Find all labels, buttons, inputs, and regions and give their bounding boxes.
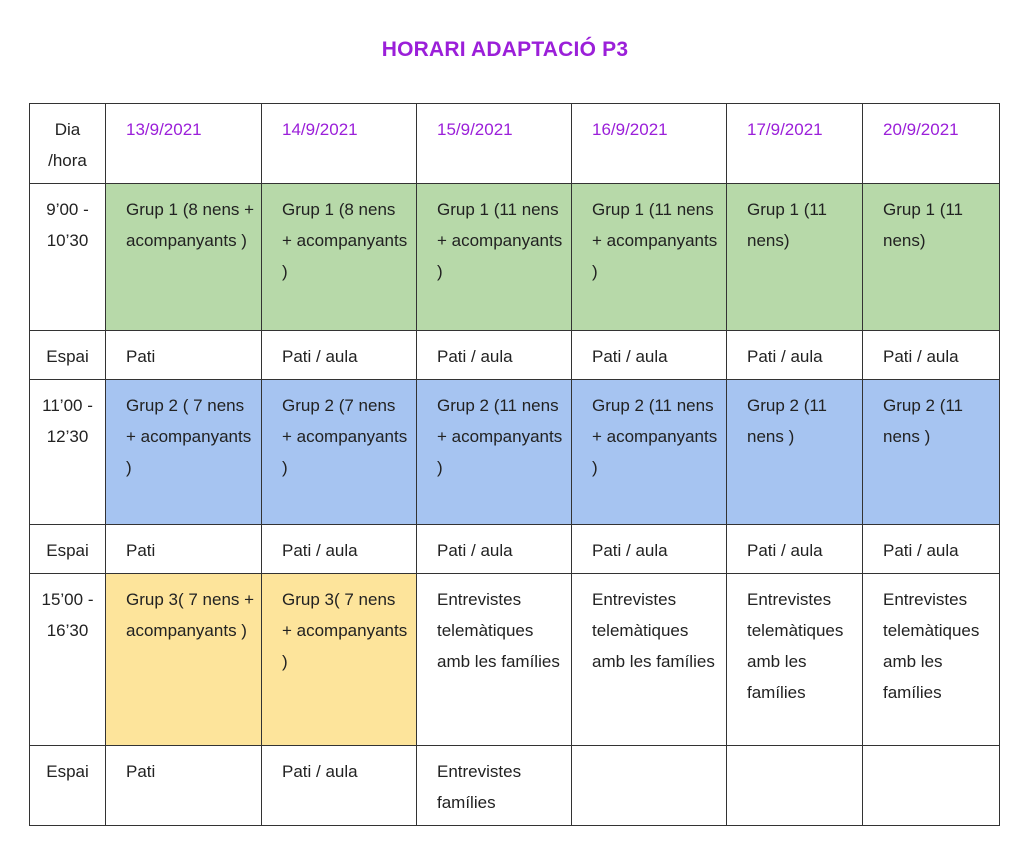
cell-text: Pati / aula: [747, 541, 823, 560]
space-label: Espai: [46, 762, 89, 781]
cell-text: Grup 3( 7 nens + acompanyants ): [126, 590, 255, 640]
cell-text: Grup 2 (11 nens + acompanyants ): [437, 396, 563, 477]
cell-text: Entrevistes telemàtiques amb les famílies: [747, 590, 844, 702]
schedule-table: [29, 103, 1000, 826]
space-row: [30, 746, 1000, 826]
interview-cell: [572, 574, 727, 746]
cell-text: Pati / aula: [282, 541, 358, 560]
header-day-hour-cell: [30, 104, 106, 184]
cell-text: Entrevistes telemàtiques amb les famílies: [883, 590, 980, 702]
date-label: 13/9/2021: [126, 120, 202, 139]
date-header-cell: [863, 104, 1000, 184]
group2-cell: [106, 380, 262, 525]
time-slot-label: 11’00 - 12’30: [42, 396, 93, 446]
group2-row: [30, 380, 1000, 525]
cell-text: Pati: [126, 541, 156, 560]
space-cell: [572, 331, 727, 380]
group1-cell: [262, 184, 417, 331]
cell-text: Grup 3( 7 nens + acompanyants ): [282, 590, 408, 671]
cell-text: Grup 2 (11 nens ): [747, 396, 828, 446]
space-cell: [727, 331, 863, 380]
group1-cell: [106, 184, 262, 331]
cell-text: Pati / aula: [437, 347, 513, 366]
date-header-cell: [417, 104, 572, 184]
page-title: HORARI ADAPTACIÓ P3: [381, 38, 629, 61]
space-cell: [262, 525, 417, 574]
space-cell: [106, 525, 262, 574]
space-label: Espai: [46, 347, 89, 366]
space-cell: [417, 525, 572, 574]
space-cell: [106, 746, 262, 826]
date-header-cell: [572, 104, 727, 184]
group3-row: [30, 574, 1000, 746]
header-row: [30, 104, 1000, 184]
space-cell: [262, 746, 417, 826]
cell-text: Pati: [126, 762, 156, 781]
cell-text: Pati / aula: [282, 762, 358, 781]
date-label: 17/9/2021: [747, 120, 823, 139]
space-label: Espai: [46, 541, 89, 560]
space-cell: [727, 746, 863, 826]
time-slot-label: 15’00 - 16’30: [41, 590, 94, 640]
interview-cell: [863, 574, 1000, 746]
cell-text: Grup 1 (11 nens): [747, 200, 828, 250]
group2-cell: [727, 380, 863, 525]
cell-text: Grup 1 (11 nens + acompanyants ): [592, 200, 718, 281]
space-label-cell: [30, 331, 106, 380]
space-cell: [727, 525, 863, 574]
time-slot-cell: [30, 380, 106, 525]
header-label: Dia /hora: [48, 120, 87, 170]
space-label-cell: [30, 525, 106, 574]
cell-text: Entrevistes famílies: [437, 762, 522, 812]
group2-cell: [262, 380, 417, 525]
cell-text: Grup 2 (7 nens + acompanyants ): [282, 396, 408, 477]
cell-text: Entrevistes telemàtiques amb les famílies: [592, 590, 715, 671]
group1-cell: [727, 184, 863, 331]
date-label: 16/9/2021: [592, 120, 668, 139]
cell-text: Pati / aula: [592, 541, 668, 560]
space-cell: [417, 331, 572, 380]
date-header-cell: [106, 104, 262, 184]
group3-cell: [106, 574, 262, 746]
time-slot-cell: [30, 184, 106, 331]
cell-text: Entrevistes telemàtiques amb les famílies: [437, 590, 560, 671]
group1-cell: [417, 184, 572, 331]
cell-text: Pati / aula: [437, 541, 513, 560]
space-cell: [863, 746, 1000, 826]
group1-cell: [572, 184, 727, 331]
space-cell: [863, 525, 1000, 574]
space-row: [30, 331, 1000, 380]
date-header-cell: [262, 104, 417, 184]
space-cell: [572, 746, 727, 826]
date-header-cell: [727, 104, 863, 184]
time-slot-label: 9’00 - 10’30: [46, 200, 89, 250]
cell-text: Pati / aula: [747, 347, 823, 366]
cell-text: Pati / aula: [282, 347, 358, 366]
group1-row: [30, 184, 1000, 331]
space-cell: [572, 525, 727, 574]
time-slot-cell: [30, 574, 106, 746]
interview-cell: [727, 574, 863, 746]
date-label: 20/9/2021: [883, 120, 959, 139]
interview-cell: [417, 574, 572, 746]
cell-text: Grup 1 (8 nens + acompanyants ): [126, 200, 255, 250]
cell-text: Grup 2 (11 nens ): [883, 396, 964, 446]
group2-cell: [863, 380, 1000, 525]
space-cell: [417, 746, 572, 826]
space-cell: [262, 331, 417, 380]
group2-cell: [572, 380, 727, 525]
cell-text: Pati: [126, 347, 156, 366]
cell-text: Pati / aula: [883, 347, 959, 366]
space-label-cell: [30, 746, 106, 826]
date-label: 14/9/2021: [282, 120, 358, 139]
cell-text: Pati / aula: [592, 347, 668, 366]
group2-cell: [417, 380, 572, 525]
cell-text: Grup 1 (11 nens): [883, 200, 964, 250]
cell-text: Grup 2 ( 7 nens + acompanyants ): [126, 396, 252, 477]
date-label: 15/9/2021: [437, 120, 513, 139]
space-row: [30, 525, 1000, 574]
space-cell: [106, 331, 262, 380]
group1-cell: [863, 184, 1000, 331]
cell-text: Grup 1 (8 nens + acompanyants ): [282, 200, 408, 281]
cell-text: Grup 2 (11 nens + acompanyants ): [592, 396, 718, 477]
cell-text: Grup 1 (11 nens + acompanyants ): [437, 200, 563, 281]
space-cell: [863, 331, 1000, 380]
group3-cell: [262, 574, 417, 746]
cell-text: Pati / aula: [883, 541, 959, 560]
